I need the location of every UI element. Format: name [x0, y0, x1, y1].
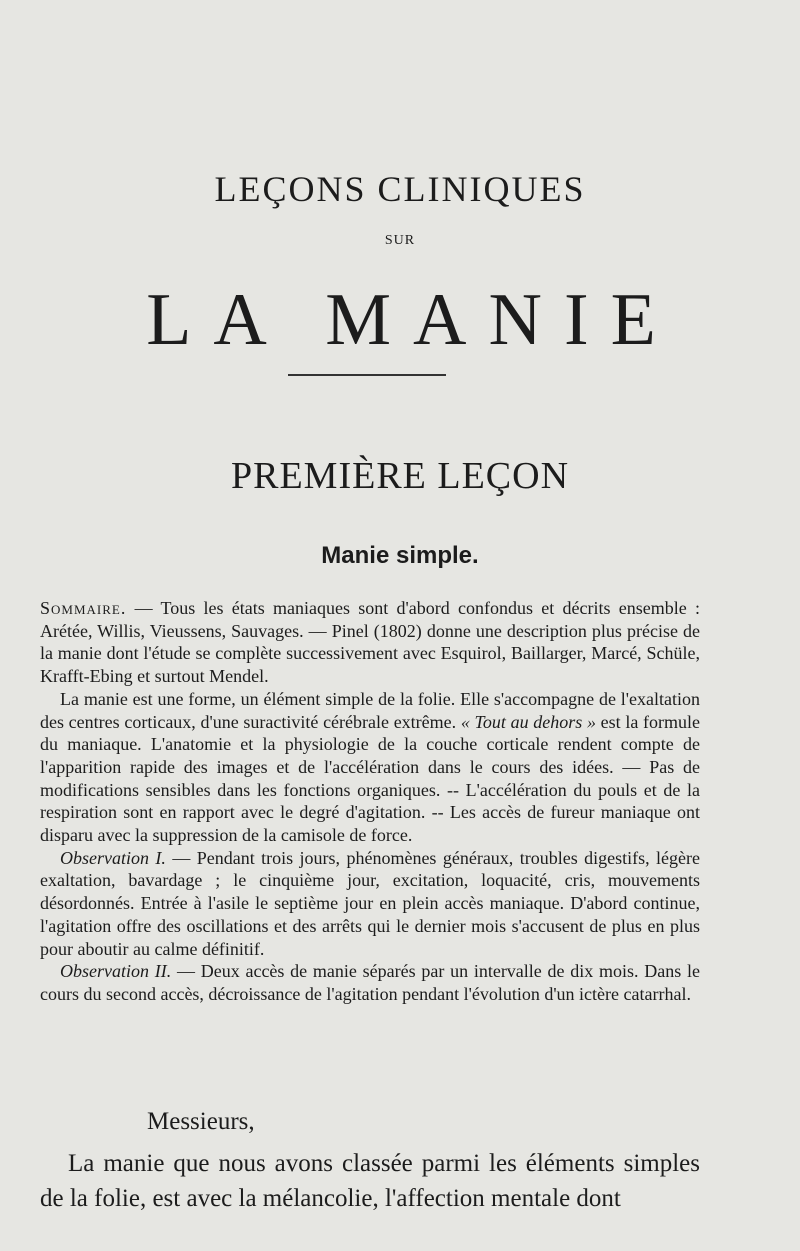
observation-1-text: — Pendant trois jours, phénomènes généraux, troubles digestifs, légère exaltation, bavardage ; le cinquième jour, excitation, loquacité, cris, mouvements désordonnés. Entrée à l'asile le septième jour en plein accès maniaque. D'abord continue, l'agitation offre des oscillations et des arrêts qui le dernier mois s'accusent de plus en plus pour aboutir au calme définitif. [40, 847, 700, 959]
title-lecons-cliniques: LEÇONS CLINIQUES [214, 169, 586, 209]
summary-text-1: — Tous les états maniaques sont d'abord confondus et décrits ensemble : Arétée, Willis, Vieussens, Sauvages. — Pinel (1802) donne une description plus précise de la manie dont l'étude se complète successivement avec Esquirol, Baillarger, Marcé, Schüle, Krafft-Ebing et surtout Mendel. [40, 598, 700, 687]
observation-1-label: Observation I. [60, 847, 166, 868]
summary-quote: « Tout au dehors » [460, 711, 596, 732]
observation-2-text: — Deux accès de manie séparés par un intervalle de dix mois. Dans le cours du second accès, décroissance de l'agitation pendant l'évolution d'un ictère catarrhal. [40, 961, 700, 1004]
body-paragraph: La manie que nous avons classée parmi les éléments simples de la folie, est avec la mélancolie, l'affection mentale dont [40, 1150, 700, 1212]
summary-label: Sommaire. [40, 598, 127, 618]
title-sur: SUR [384, 233, 416, 248]
summary-paragraph-1 [40, 597, 700, 688]
title-la-manie: LA MANIE [146, 279, 678, 361]
salutation: Messieurs, [147, 1108, 255, 1135]
summary-block [40, 597, 700, 1006]
summary-paragraph-2 [40, 688, 700, 847]
summary-text-2b: est la formule du maniaque. L'anatomie et la physiologie de la couche corticale rendent compte de l'apparition rapide des images et de l'accélération dans le cours des idées. — Pas de modifications sensibles dans les fonctions organiques. -- L'accélération du pouls et de la respiration sont en rapport avec le degré d'agitation. -- Les accès de fureur maniaque ont disparu avec la suppression de la camisole de force. [40, 711, 701, 846]
lesson-subheading: Manie simple. [321, 542, 479, 569]
title-divider [288, 374, 446, 376]
observation-1 [40, 847, 700, 961]
lesson-heading: PREMIÈRE LEÇON [230, 455, 570, 497]
summary-text-2a: La manie est une forme, un élément simple de la folie. Elle s'accompagne de l'exaltation des centres corticaux, d'une suractivité cérébrale extrême. [40, 688, 700, 732]
observation-2 [40, 960, 700, 1005]
observation-2-label: Observation II. [60, 961, 172, 982]
body-text [40, 1146, 700, 1216]
